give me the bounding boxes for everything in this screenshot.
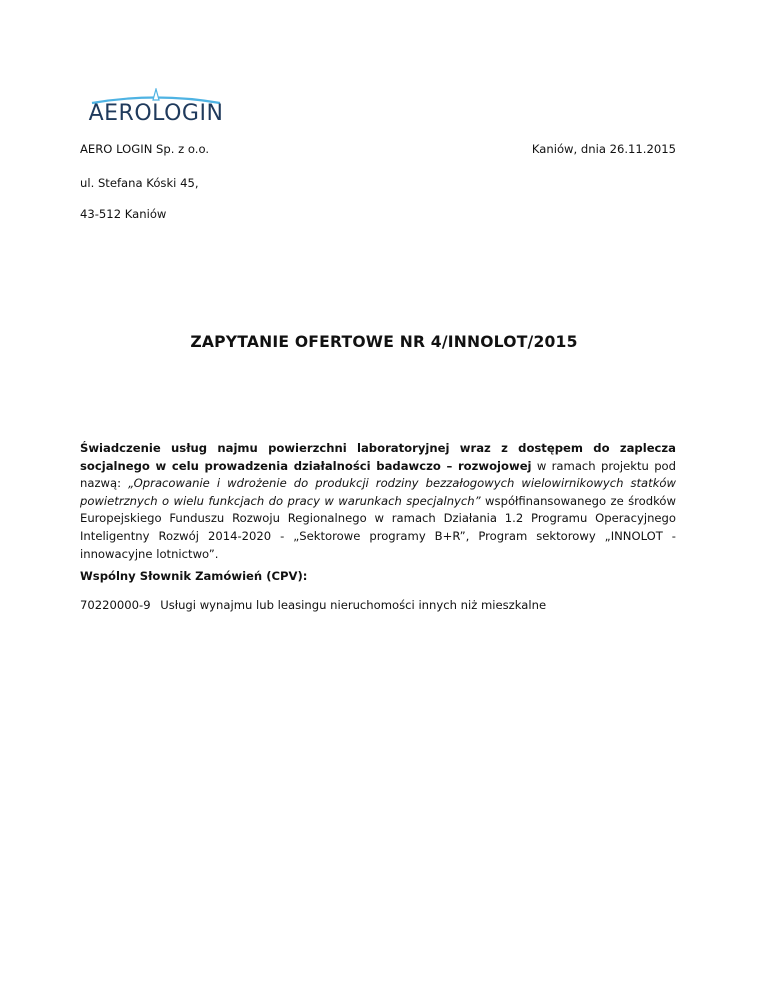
company-city: 43-512 Kaniów xyxy=(80,207,167,221)
description-bold: Świadczenie usług najmu powierzchni laboratoryjnej wraz z dostępem do zaplecza socjalnego w celu prowadzenia działalności badawczo – rozwojowej xyxy=(80,441,676,473)
cpv-code: 70220000-9 xyxy=(80,598,151,612)
company-street: ul. Stefana Kóski 45, xyxy=(80,176,199,190)
description-italic: „Opracowanie i wdrożenie do produkcji rodziny bezzałogowych wielowirnikowych statków powietrznych o wielu funkcjach do pracy w warunkach specjalnych” xyxy=(80,476,676,508)
description-plain-1: w ramach projektu pod nazwą: xyxy=(80,458,677,491)
cpv-heading: Wspólny Słownik Zamówień (CPV): xyxy=(80,569,308,583)
company-name: AERO LOGIN Sp. z o.o. xyxy=(80,142,210,156)
document-title: ZAPYTANIE OFERTOWE NR 4/INNOLOT/2015 xyxy=(190,333,578,351)
company-logo xyxy=(88,88,224,128)
description-paragraph xyxy=(80,440,676,563)
cpv-description: Usługi wynajmu lub leasingu nieruchomości innych niż mieszkalne xyxy=(160,598,547,612)
document-date: Kaniów, dnia 26.11.2015 xyxy=(531,142,676,156)
logo-text: AEROLOGIN xyxy=(88,101,224,126)
description-plain-2: współfinansowanego ze środków Europejskiego Funduszu Rozwoju Regionalnego w ramach Działania 1.2 Programu Operacyjnego Inteligentny Rozwój 2014-2020 - „Sektorowe programy B+R”, Program sektorowy „INNOLOT - innowacyjne lotnictwo”. xyxy=(80,493,676,561)
cpv-entry xyxy=(80,598,546,612)
